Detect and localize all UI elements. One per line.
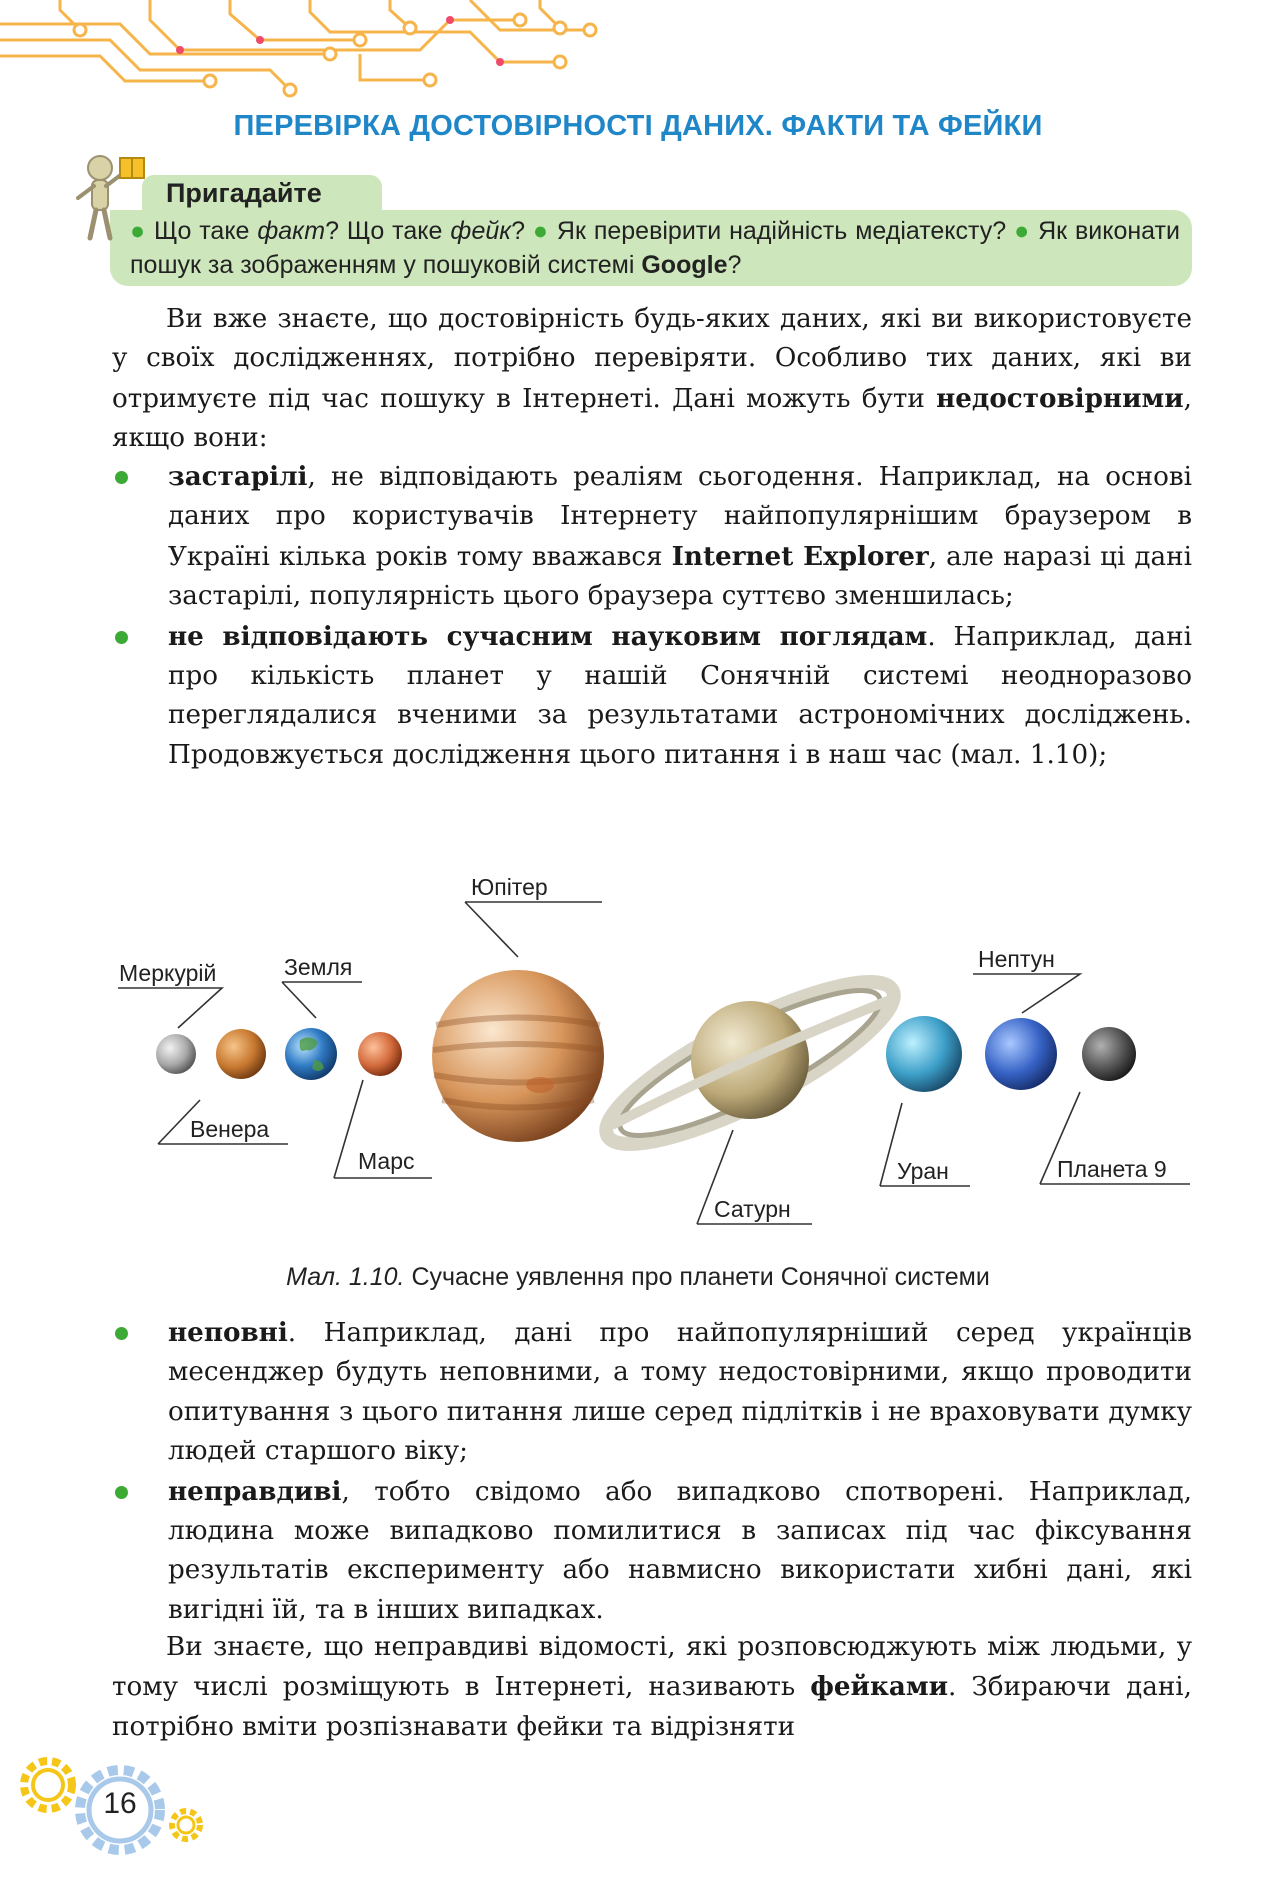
gear-icon: [24, 1761, 72, 1809]
bullet-list-top: [112, 457, 1192, 775]
venus-planet: [216, 1029, 266, 1079]
mars-planet: [358, 1032, 402, 1076]
bullet-dot-icon: ●: [1014, 217, 1031, 245]
label-planet9: Планета 9: [1057, 1156, 1167, 1182]
mercury-planet: [156, 1034, 196, 1074]
gear-icon: [172, 1811, 200, 1839]
jupiter-planet: [432, 970, 604, 1142]
page-title: ПЕРЕВІРКА ДОСТОВІРНОСТІ ДАНИХ. ФАКТИ ТА ФЕЙКИ: [233, 110, 1043, 142]
label-mars: Марс: [358, 1148, 415, 1174]
intro-paragraph: Ви вже знаєте, що достовірність будь-яких даних, які ви використовуєте у своїх дослідженнях, потрібно перевіряти. Особливо тих даних, які ви отримуєте під час пошуку в Інтернеті. Дані можуть бути недостовірними, якщо вони:: [112, 304, 1192, 454]
recall-heading: Пригадайте: [166, 178, 322, 208]
list-item: неправдиві, тобто свідомо або випадково спотворені. Наприклад, людина може випадково помилитися в записах під час фіксування результатів експерименту або навмисно використати хибні дані, які вигідні їй, та в інших випадках.: [112, 1472, 1192, 1631]
figure-caption: Мал. 1.10. Сучасне уявлення про планети Сонячної системи: [286, 1263, 990, 1291]
label-neptune: Нептун: [978, 946, 1055, 972]
bullet-list-bottom: [112, 1313, 1192, 1630]
page-number: 16: [103, 1787, 137, 1820]
label-saturn: Сатурн: [714, 1196, 791, 1222]
label-uranus: Уран: [897, 1158, 949, 1184]
planet9-planet: [1082, 1027, 1136, 1081]
bullet-dot-icon: ●: [532, 217, 549, 245]
bullet-dot-icon: ●: [130, 217, 147, 245]
uranus-planet: [886, 1016, 962, 1092]
circuit-decoration: [0, 0, 620, 100]
label-mercury: Меркурій: [119, 960, 217, 986]
list-item: неповні. Наприклад, дані про найпопулярніший серед українців месенджер будуть неповними, а тому недостовірними, якщо проводити опитування з цього питання лише серед підлітків і не враховувати думку людей старшого віку;: [112, 1313, 1192, 1472]
label-venus: Венера: [190, 1116, 270, 1142]
label-earth: Земля: [284, 954, 353, 980]
neptune-planet: [985, 1018, 1057, 1090]
list-item: застарілі, не відповідають реаліям сьогодення. Наприклад, на основі даних про користувачів Інтернету найпопулярнішим браузером в Україні кілька років тому вважався Internet Explorer, але наразі ці дані застарілі, популярність цього браузера суттєво зменшилась;: [112, 457, 1192, 617]
list-item: не відповідають сучасним науковим поглядам. Наприклад, дані про кількість планет у нашій Сонячній системі неодноразово переглядалися вченими за результатами астрономічних досліджень. Продовжується дослідження цього питання і в наш час (мал. 1.10);: [112, 617, 1192, 776]
label-jupiter: Юпітер: [471, 874, 548, 900]
closing-paragraph: Ви знаєте, що неправдиві відомості, які розповсюджують між людьми, у тому числі розміщують в Інтернеті, називають фейками. Збираючи дані, потрібно вміти розпізнавати фейки та відрізняти: [112, 1632, 1192, 1742]
solar-system-figure: [0, 860, 1276, 1260]
earth-planet: [285, 1028, 337, 1080]
recall-questions: ● Що таке факт? Що таке фейк? ● Як перевірити надійність медіатексту? ● Як виконати пошук за зображенням у пошуковій системі Google?: [130, 217, 1180, 279]
